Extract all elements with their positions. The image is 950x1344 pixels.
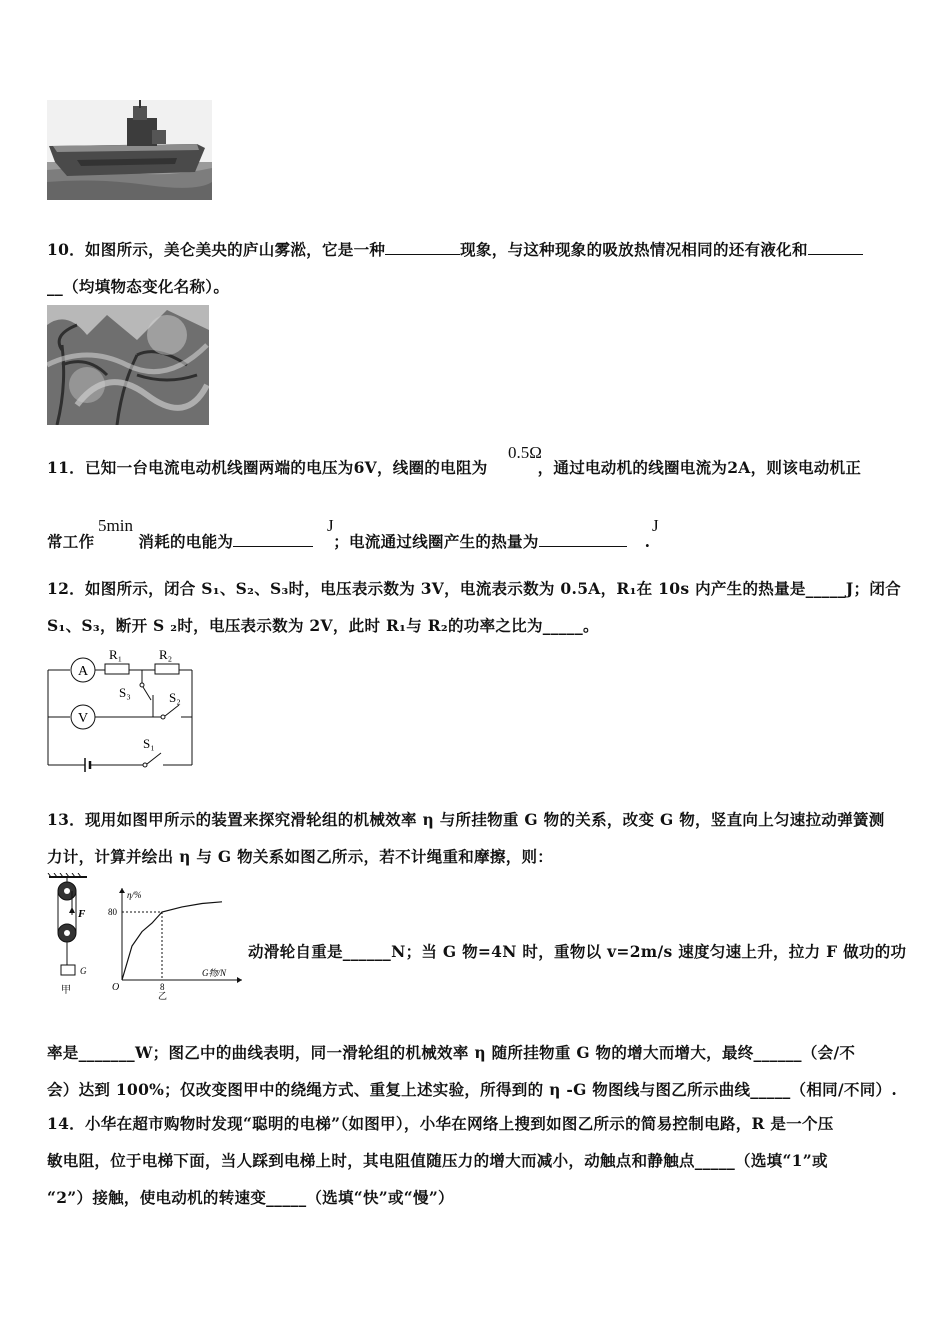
s3-label: S₃ bbox=[119, 685, 131, 700]
question-13-inline: 动滑轮自重是______N；当 G 物=4N 时，重物以 v=2m/s 速度匀速上升，拉力 F 做功的功 bbox=[248, 942, 907, 961]
resistance-value: 0.5Ω bbox=[508, 443, 542, 462]
weight-block bbox=[61, 965, 75, 975]
switch-s2 bbox=[165, 705, 179, 716]
y-tick-label: 80 bbox=[108, 907, 117, 917]
figure-yi-label: 乙 bbox=[158, 991, 168, 1000]
question-13-line-3: 率是_______W；图乙中的曲线表明，同一滑轮组的机械效率 η 随所挂物重 G 物的增大而增大，最终______（会/不 bbox=[47, 1043, 856, 1062]
question-14-line-3: “2”）接触，使电动机的转速变_____（选填“快”或“慢”） bbox=[47, 1188, 454, 1207]
force-arrow-icon bbox=[69, 907, 75, 913]
resistor-r2 bbox=[155, 664, 179, 674]
figure-jia-label: 甲 bbox=[61, 985, 71, 996]
aircraft-carrier-photo bbox=[47, 100, 212, 200]
switch-s1 bbox=[147, 753, 161, 764]
y-axis-label: η/% bbox=[127, 890, 142, 900]
ammeter-label: A bbox=[78, 664, 89, 679]
unit-joule-2: J bbox=[652, 516, 659, 535]
question-11-line-2: 常工作 消耗的电能为 ；电流通过线圈产生的热量为 . bbox=[47, 532, 651, 551]
question-14-line-2: 敏电阻，位于电梯下面，当人踩到电梯上时，其电阻值随压力的增大而减小，动触点和静触点_____（选填“1”或 bbox=[47, 1151, 828, 1170]
question-12-line-1: 12．如图所示，闭合 S₁、S₂、S₃时，电压表示数为 3V，电流表示数为 0.5A，R₁在 10s 内产生的热量是_____J；闭合 bbox=[47, 579, 901, 598]
circuit-diagram bbox=[47, 645, 197, 773]
question-10-line-2: __（均填物态变化名称）。 bbox=[47, 277, 230, 296]
s2-label: S₂ bbox=[169, 690, 181, 705]
time-value: 5min bbox=[98, 516, 133, 535]
efficiency-chart bbox=[107, 880, 247, 1000]
origin-label: O bbox=[112, 982, 120, 993]
s1-label: S₁ bbox=[143, 736, 155, 751]
question-11-line-1: 11．已知一台电流电动机线圈两端的电压为6V，线圈的电阻为 ，通过电动机的线圈电流为2A，则该电动机正 bbox=[47, 458, 862, 477]
x-axis-label: G物/N bbox=[202, 968, 227, 978]
voltmeter-label: V bbox=[78, 711, 89, 726]
r1-label: R₁ bbox=[109, 647, 123, 662]
pulley-figure bbox=[47, 873, 107, 998]
x-tick-label: 8 bbox=[160, 982, 165, 992]
weight-label: G bbox=[80, 966, 87, 976]
resistor-r1 bbox=[105, 664, 129, 674]
question-13-line-2: 力计，计算并绘出 η 与 G 物关系如图乙所示，若不计绳重和摩擦，则： bbox=[47, 847, 554, 866]
efficiency-chart-svg bbox=[107, 880, 247, 1000]
question-10-line-1: 10．如图所示，美仑美央的庐山雾淞，它是一种 现象，与这种现象的吸放热情况相同的还有液化和 bbox=[47, 238, 863, 260]
question-13-line-4: 会）达到 100%；仅改变图甲中的绕绳方式、重复上述实验，所得到的 η -G 物图线与图乙所示曲线_____（相同/不同）. bbox=[47, 1080, 898, 1099]
question-12-line-2: S₁、S₃，断开 S ₂时，电压表示数为 2V，此时 R₁与 R₂的功率之比为_____。 bbox=[47, 616, 599, 635]
frosted-trees-photo bbox=[47, 305, 209, 425]
switch-s3 bbox=[143, 687, 151, 700]
r2-label: R₂ bbox=[159, 647, 173, 662]
unit-joule-1: J bbox=[327, 516, 334, 535]
force-label: F bbox=[78, 908, 86, 920]
question-13-line-1: 13．现用如图甲所示的装置来探究滑轮组的机械效率 η 与所挂物重 G 物的关系，改变 G 物，竖直向上匀速拉动弹簧测 bbox=[47, 810, 885, 829]
question-14-line-1: 14．小华在超市购物时发现“聪明的电梯”（如图甲），小华在网络上搜到如图乙所示的简易控制电路，R 是一个压 bbox=[47, 1114, 834, 1133]
